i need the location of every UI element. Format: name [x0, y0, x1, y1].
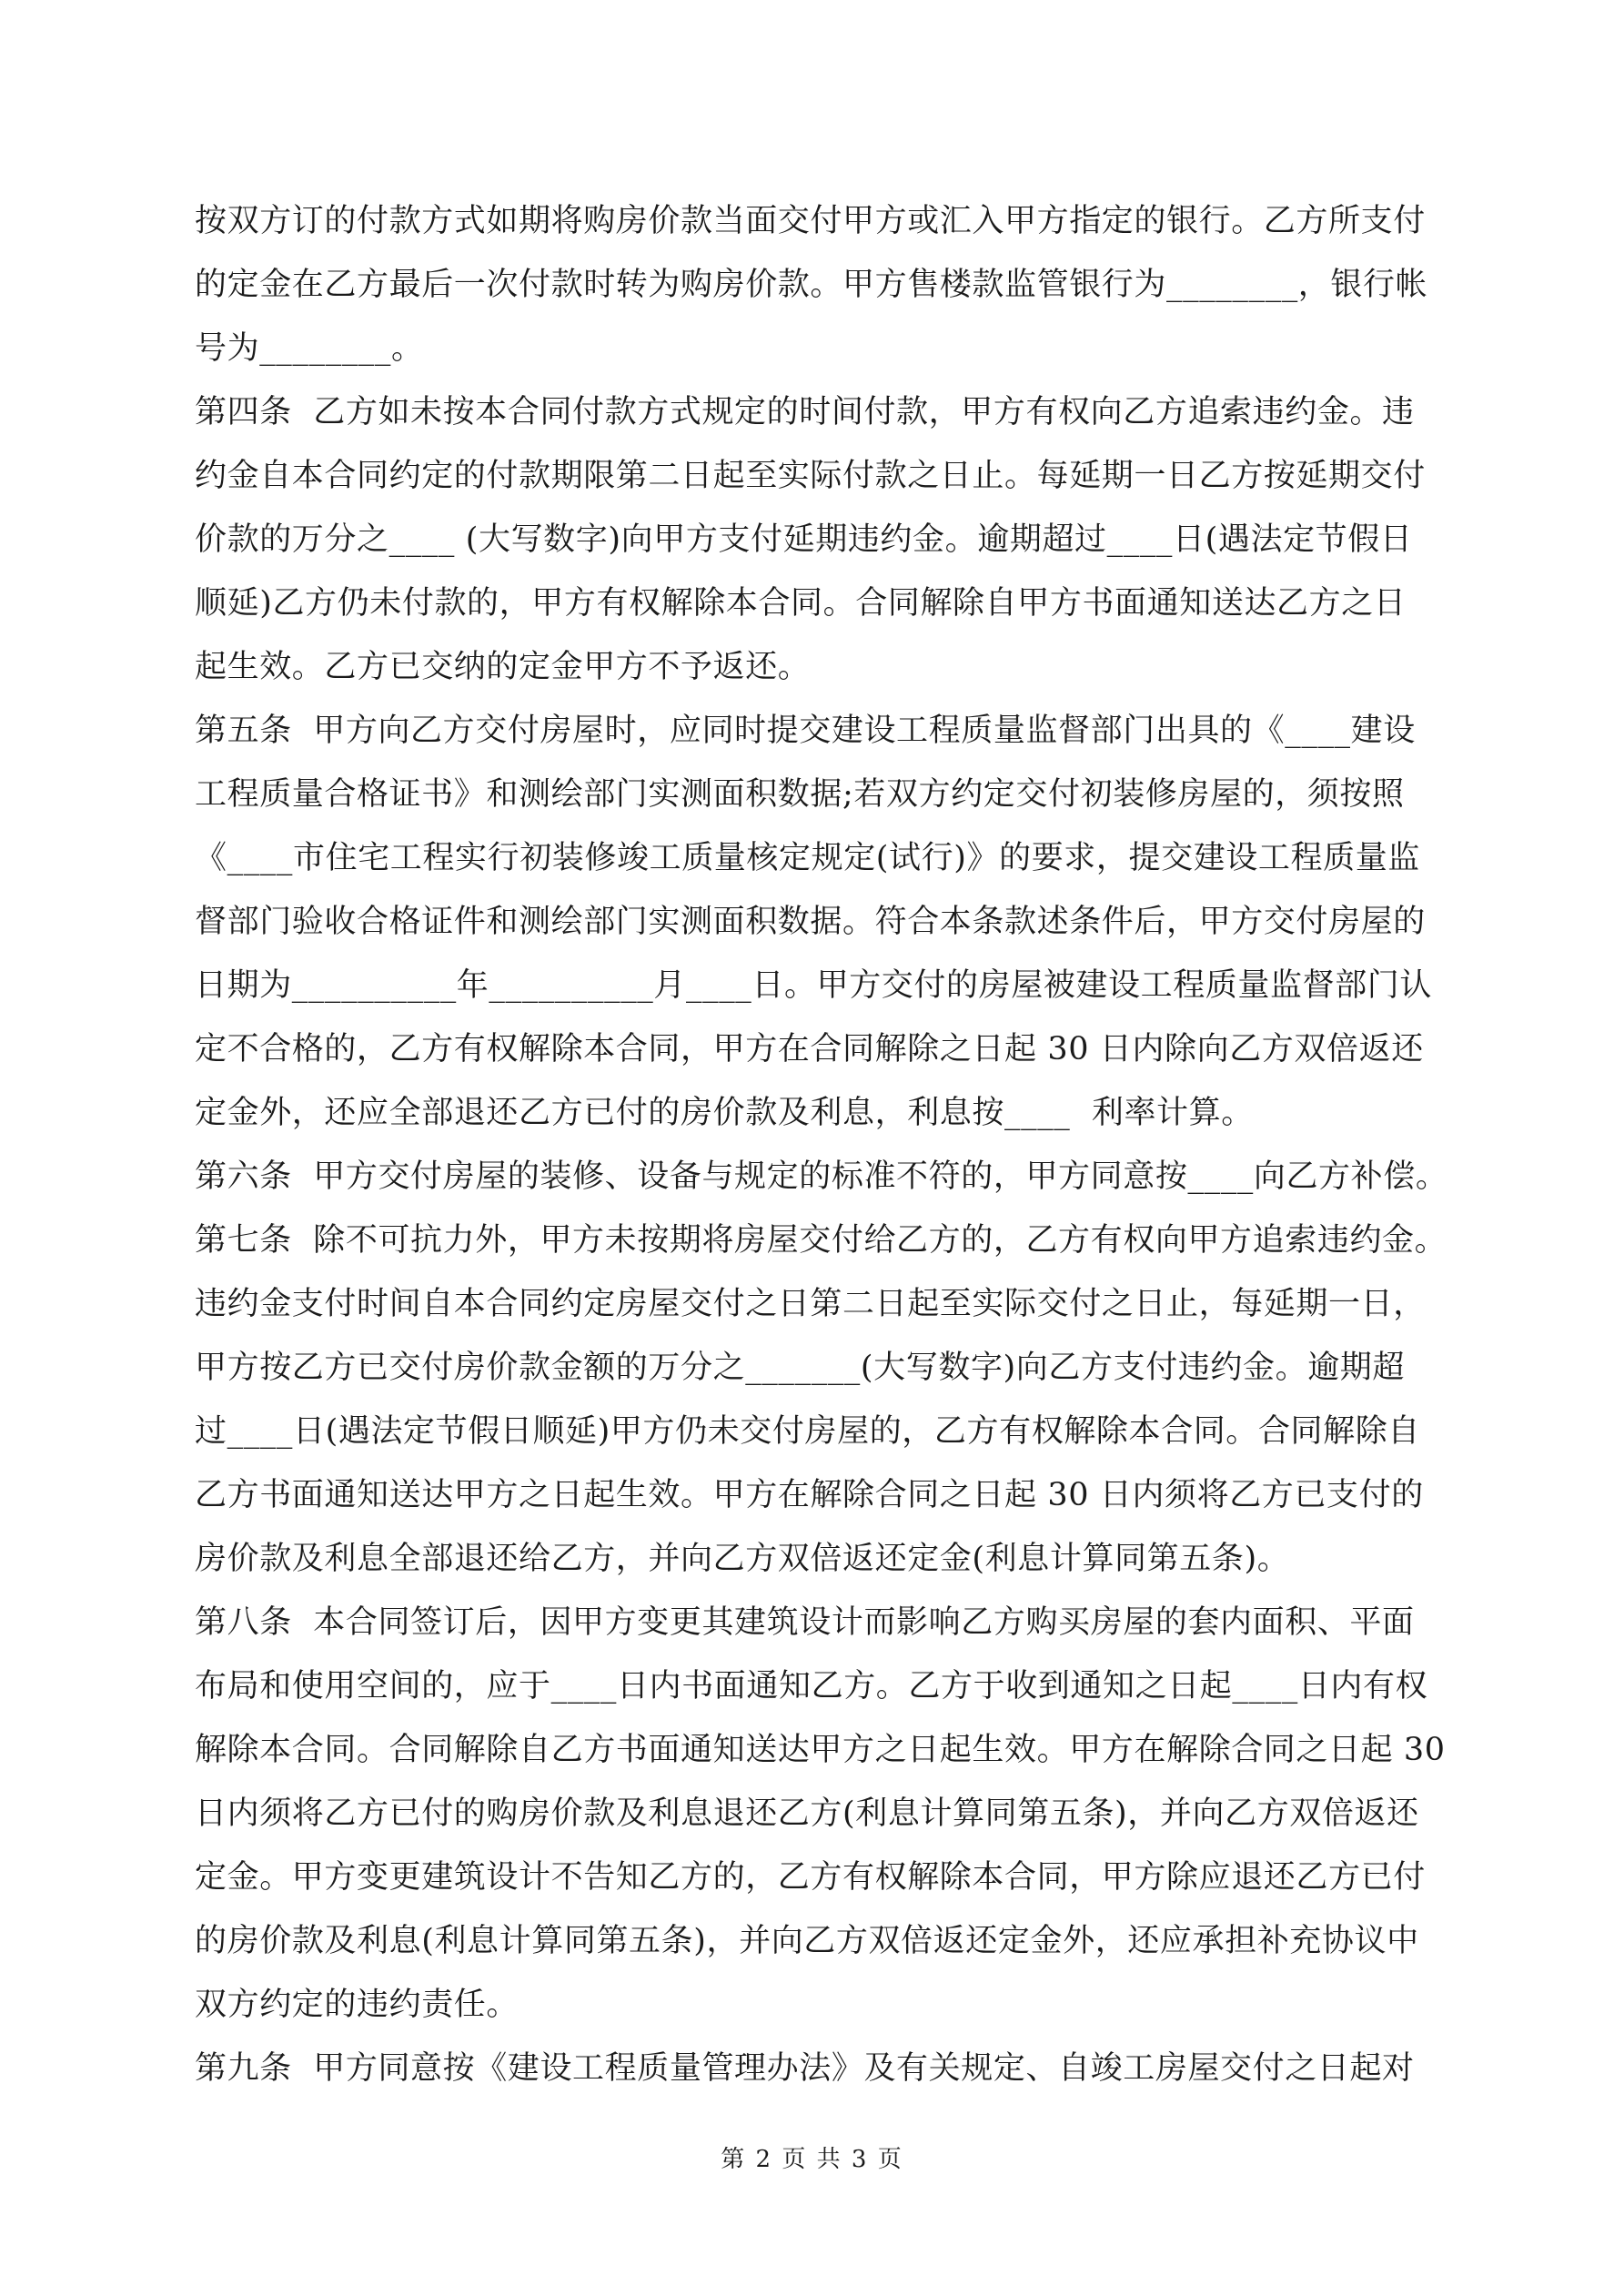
text-line: 起生效。乙方已交纳的定金甲方不予返还。	[195, 649, 811, 685]
text-line: 解除本合同。合同解除自乙方书面通知送达甲方之日起生效。甲方在解除合同之日起 30	[195, 1732, 1446, 1768]
text-line: 日内须将乙方已付的购房价款及利息退还乙方(利息计算同第五条)，并向乙方双倍返还	[195, 1795, 1419, 1832]
text-line: 过____日(遇法定节假日顺延)甲方仍未交付房屋的，乙方有权解除本合同。合同解除自	[195, 1413, 1420, 1450]
text-line: 督部门验收合格证件和测绘部门实测面积数据。符合本条款述条件后，甲方交付房屋的	[195, 904, 1426, 940]
article-8-line: 第八条 本合同签订后，因甲方变更其建筑设计而影响乙方购买房屋的套内面积、平面	[195, 1604, 1415, 1641]
text-line: 定不合格的，乙方有权解除本合同，甲方在合同解除之日起 30 日内除向乙方双倍返还	[195, 1031, 1424, 1067]
text-line: 布局和使用空间的，应于____日内书面通知乙方。乙方于收到通知之日起____日内有权	[195, 1668, 1428, 1704]
text-line: 顺延)乙方仍未付款的，甲方有权解除本合同。合同解除自甲方书面通知送达乙方之日	[195, 585, 1407, 622]
article-4-line: 第四条 乙方如未按本合同付款方式规定的时间付款，甲方有权向乙方追索违约金。违	[195, 394, 1415, 430]
text-line: 价款的万分之____ (大写数字)向甲方支付延期违约金。逾期超过____日(遇法定节假日	[195, 521, 1413, 558]
text-line: 双方约定的违约责任。	[195, 1987, 519, 2023]
text-line: 甲方按乙方已交付房价款金额的万分之_______(大写数字)向乙方支付违约金。逾期超	[195, 1350, 1406, 1386]
text-line: 违约金支付时间自本合同约定房屋交付之日第二日起至实际交付之日止，每延期一日，	[195, 1286, 1426, 1322]
text-line: 日期为__________年__________月____日。甲方交付的房屋被建设工程质量监督部门认	[195, 967, 1433, 1004]
text-line: 按双方订的付款方式如期将购房价款当面交付甲方或汇入甲方指定的银行。乙方所支付	[195, 203, 1426, 239]
text-line: 的房价款及利息(利息计算同第五条)，并向乙方双倍返还定金外，还应承担补充协议中	[195, 1923, 1419, 1959]
article-5-line: 第五条 甲方向乙方交付房屋时，应同时提交建设工程质量监督部门出具的《____建设	[195, 713, 1416, 749]
text-line: 的定金在乙方最后一次付款时转为购房价款。甲方售楼款监管银行为________，银行帐	[195, 267, 1428, 303]
text-line: 定金外，还应全部退还乙方已付的房价款及利息，利息按____ 利率计算。	[195, 1095, 1254, 1131]
text-line: 工程质量合格证书》和测绘部门实测面积数据;若双方约定交付初装修房屋的，须按照	[195, 776, 1405, 813]
text-line: 《____市住宅工程实行初装修竣工质量核定规定(试行)》的要求，提交建设工程质量监	[195, 840, 1420, 876]
article-7-line: 第七条 除不可抗力外，甲方未按期将房屋交付给乙方的，乙方有权向甲方追索违约金。	[195, 1222, 1447, 1259]
article-6-line: 第六条 甲方交付房屋的装修、设备与规定的标准不符的，甲方同意按____向乙方补偿。	[195, 1158, 1448, 1195]
text-line: 约金自本合同约定的付款期限第二日起至实际付款之日止。每延期一日乙方按延期交付	[195, 458, 1426, 494]
text-line: 号为________。	[195, 330, 424, 367]
text-line: 定金。甲方变更建筑设计不告知乙方的，乙方有权解除本合同，甲方除应退还乙方已付	[195, 1859, 1426, 1896]
document-body	[195, 189, 1448, 2100]
text-line: 房价款及利息全部退还给乙方，并向乙方双倍返还定金(利息计算同第五条)。	[195, 1541, 1290, 1577]
page-number-footer: 第 2 页 共 3 页	[721, 2146, 903, 2173]
article-9-line: 第九条 甲方同意按《建设工程质量管理办法》及有关规定、自竣工房屋交付之日起对	[195, 2050, 1415, 2087]
text-line: 乙方书面通知送达甲方之日起生效。甲方在解除合同之日起 30 日内须将乙方已支付的	[195, 1477, 1424, 1513]
